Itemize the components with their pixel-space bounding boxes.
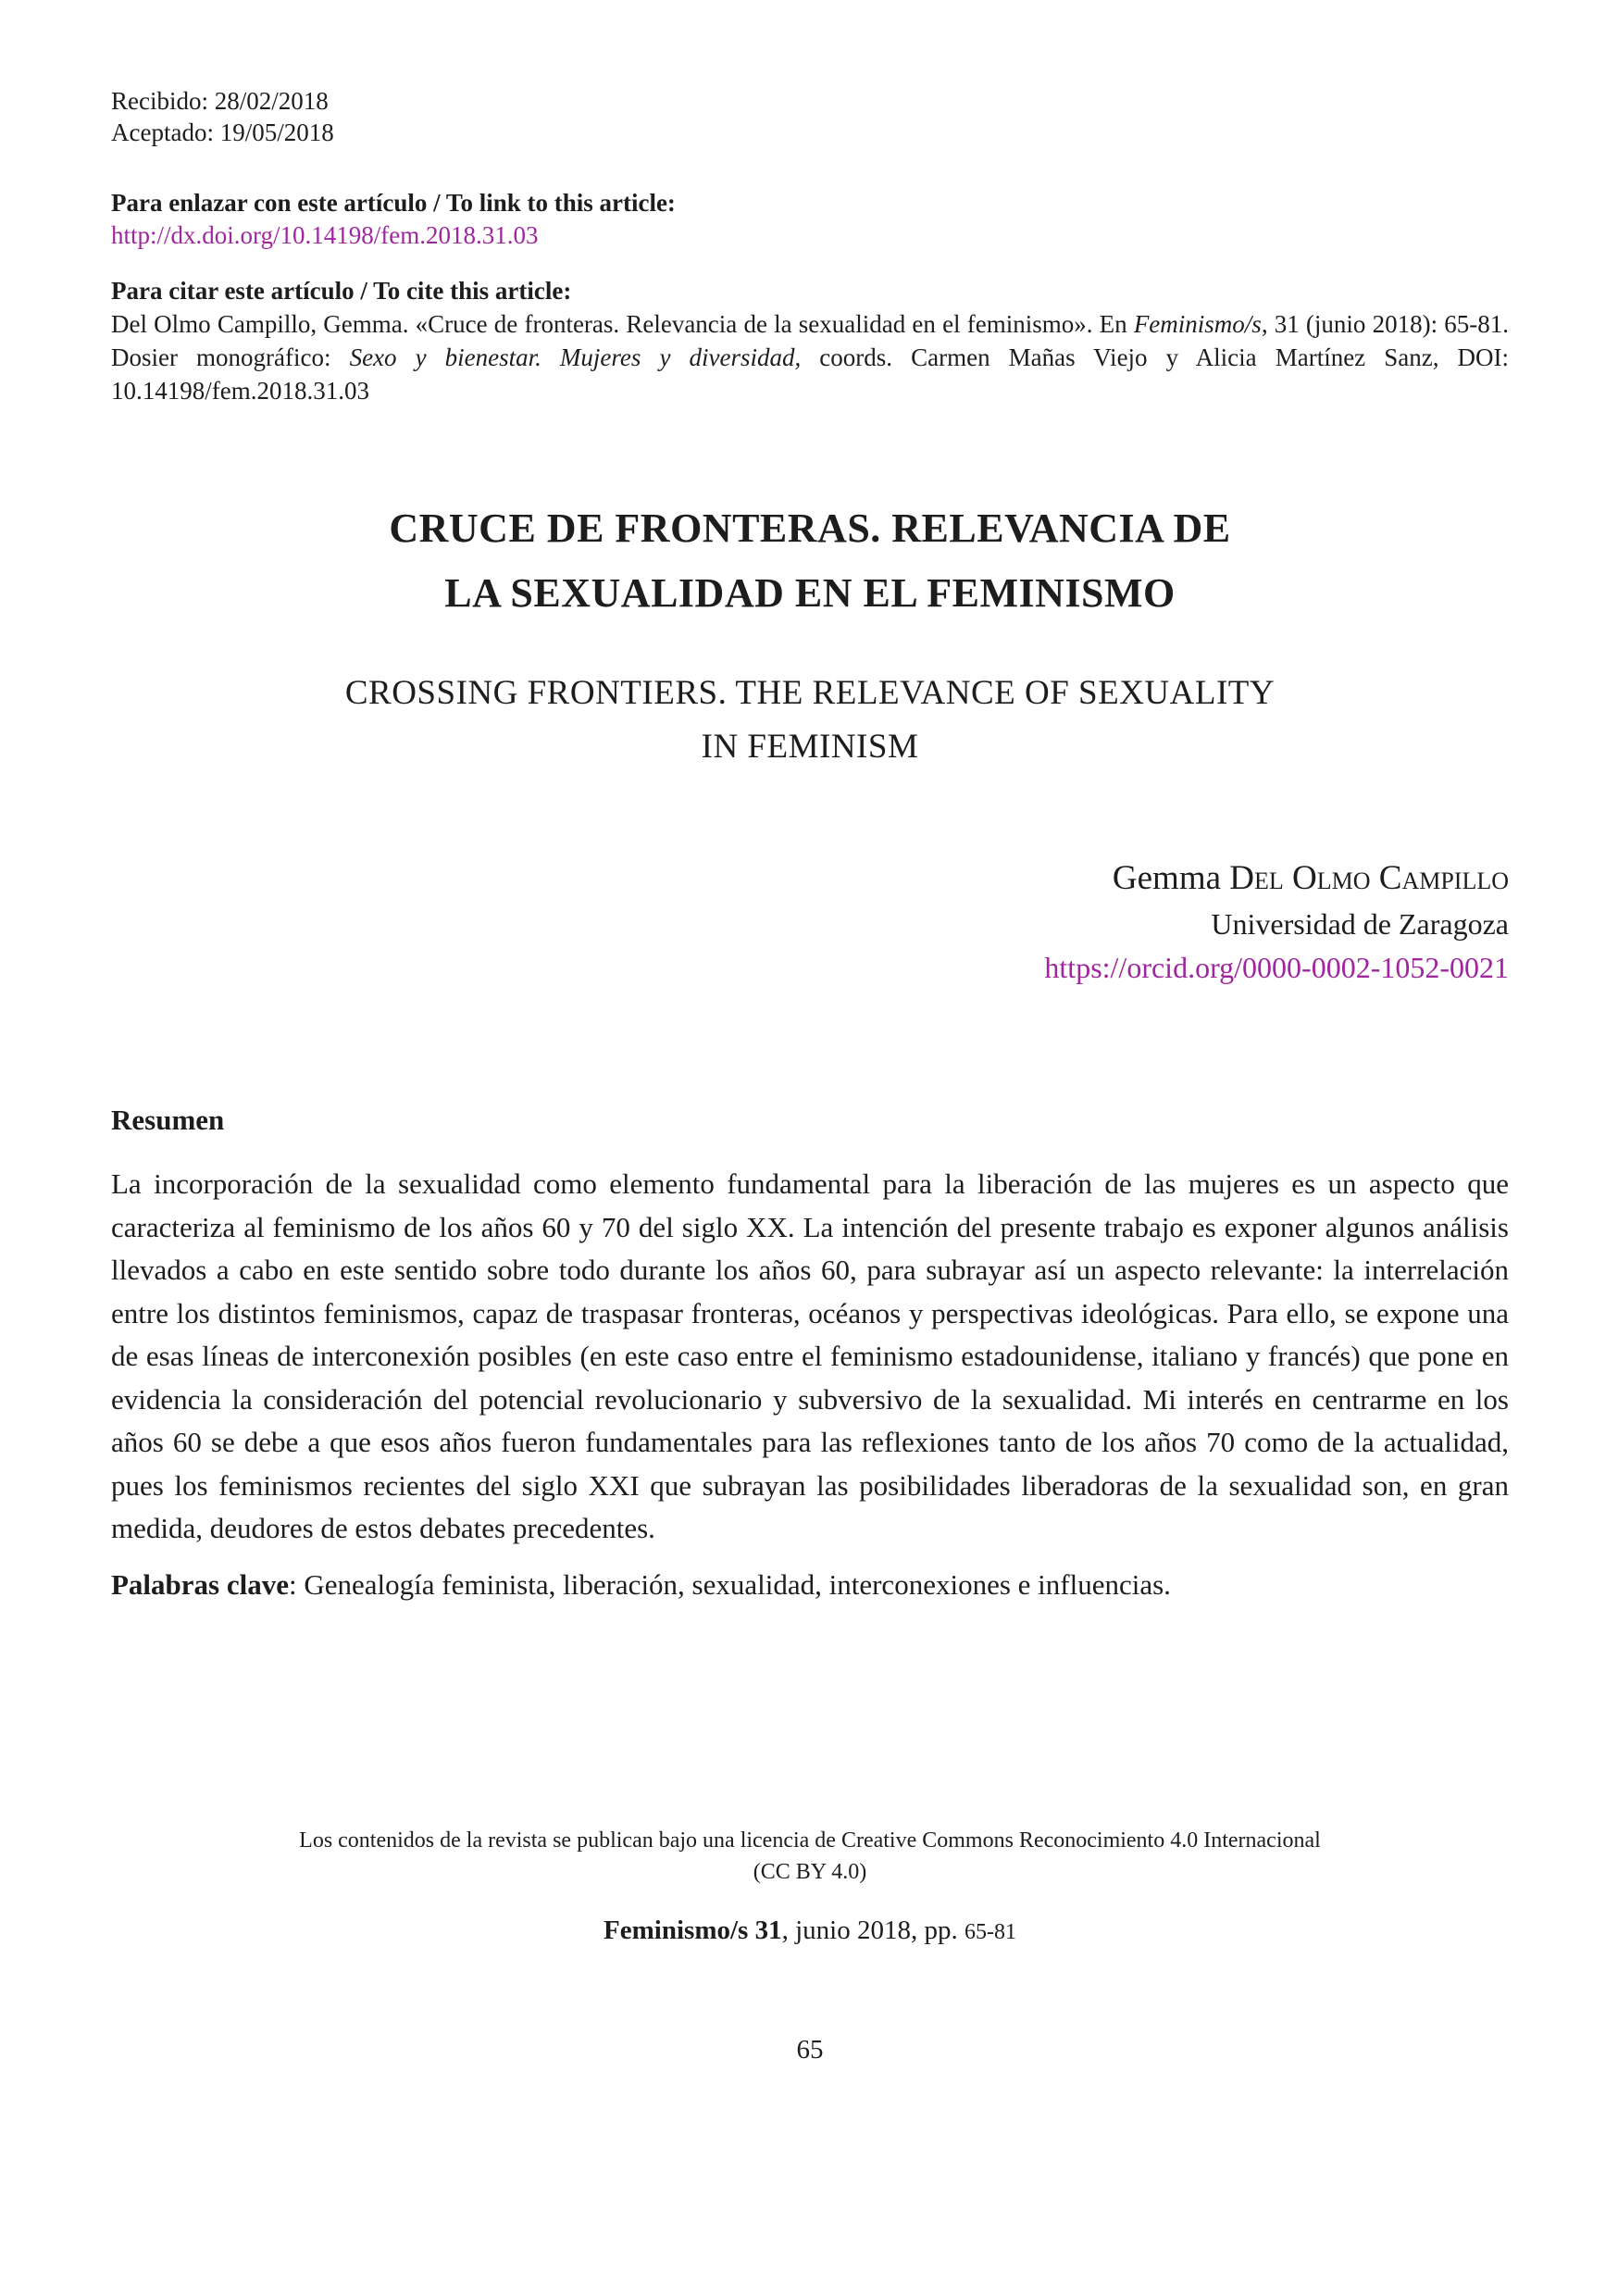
citation-journal-title: Feminismo/s [1133,310,1262,338]
license-line2: (CC BY 4.0) [753,1859,867,1884]
title-en-line2: IN FEMINISM [701,728,919,766]
cite-section-label: Para citar este artículo / To cite this article: [111,277,572,305]
title-en-line1: CROSSING FRONTIERS. THE RELEVANCE OF SEXUALITY [344,674,1276,712]
link-section-label: Para enlazar con este artículo / To link to this article: [111,189,676,217]
author-name [111,855,1509,902]
title-es-line1: CRUCE DE FRONTERAS. RELEVANCIA DE [389,505,1231,551]
title-es-line2: LA SEXUALIDAD EN EL FEMINISMO [444,570,1176,616]
link-section [111,187,1509,252]
citation-text [111,307,1509,407]
cite-section [111,274,1509,407]
received-date: Recibido: 28/02/2018 [111,87,329,115]
author-first-name: Gemma [1112,859,1230,897]
citation-dossier-title: Sexo y bienestar. Mujeres y diversidad, [349,343,802,371]
dates-block [111,85,1509,148]
abstract-text: La incorporación de la sexualidad como elemento fundamental para la liberación de las mujeres es un aspecto que caracteriza al feminismo de los años 60 y 70 del siglo XX. La intención del presente trabajo es exponer algunos análisis llevados a cabo en este sentido sobre todo durante los años 60, para subrayar así un aspecto relevante: la interrelación entre los distintos feminismos, capaz de traspasar fronteras, océanos y perspectivas ideológicas. Para ello, se expone una de esas líneas de interconexión posibles (en este caso entre el feminismo estadounidense, italiano y francés) que pone en evidencia la consideración del potencial revolucionario y subversivo de la sexualidad. Mi interés en centrarme en los años 60 se debe a que esos años fueron fundamentales para las reflexiones tanto de los años 70 como de la actualidad, pues los feminismos recientes del siglo XXI que subrayan las posibilidades liberadoras de la sexualidad son, en gran medida, deudores de estos debates precedentes. [111,1167,1509,1544]
doi-link-row [111,219,1509,252]
license-line1: Los contenidos de la revista se publican bajo una licencia de Creative Commons Reconocimiento 4.0 Internacional [299,1828,1321,1853]
abstract-heading: Resumen [111,1104,225,1136]
author-last-name: Del Olmo Campillo [1229,859,1509,897]
journal-name-issue: Feminismo/s 31 [604,1915,782,1945]
author-orcid-row [111,946,1509,989]
citation-part2: , 31 (junio 2018): 65-81. Dosier monográfico: [111,310,1509,371]
page-number: 65 [796,2034,824,2065]
journal-page-range: 65-81 [964,1919,1016,1944]
license-notice [111,1825,1509,1888]
orcid-link[interactable]: https://orcid.org/0000-0002-1052-0021 [1044,951,1509,984]
keywords-text: : Genealogía feminista, liberación, sexualidad, interconexiones e influencias. [289,1567,1171,1601]
citation-part1: Del Olmo Campillo, Gemma. «Cruce de fronteras. Relevancia de la sexualidad en el feminismo». En [111,310,1134,338]
keywords-block [111,1564,1509,1606]
journal-footer [111,1913,1509,1950]
author-affiliation: Universidad de Zaragoza [1211,907,1509,941]
doi-link[interactable]: http://dx.doi.org/10.14198/fem.2018.31.03 [111,221,539,249]
keywords-label: Palabras clave [111,1567,289,1601]
author-block [111,855,1509,989]
article-title-spanish [111,496,1509,626]
article-title-english [111,667,1509,774]
accepted-date: Aceptado: 19/05/2018 [111,119,334,146]
citation-part3: coords. Carmen Mañas Viejo y Alicia Martínez Sanz, DOI: 10.14198/fem.2018.31.03 [111,343,1510,405]
journal-date-pages: , junio 2018, pp. [781,1915,965,1945]
